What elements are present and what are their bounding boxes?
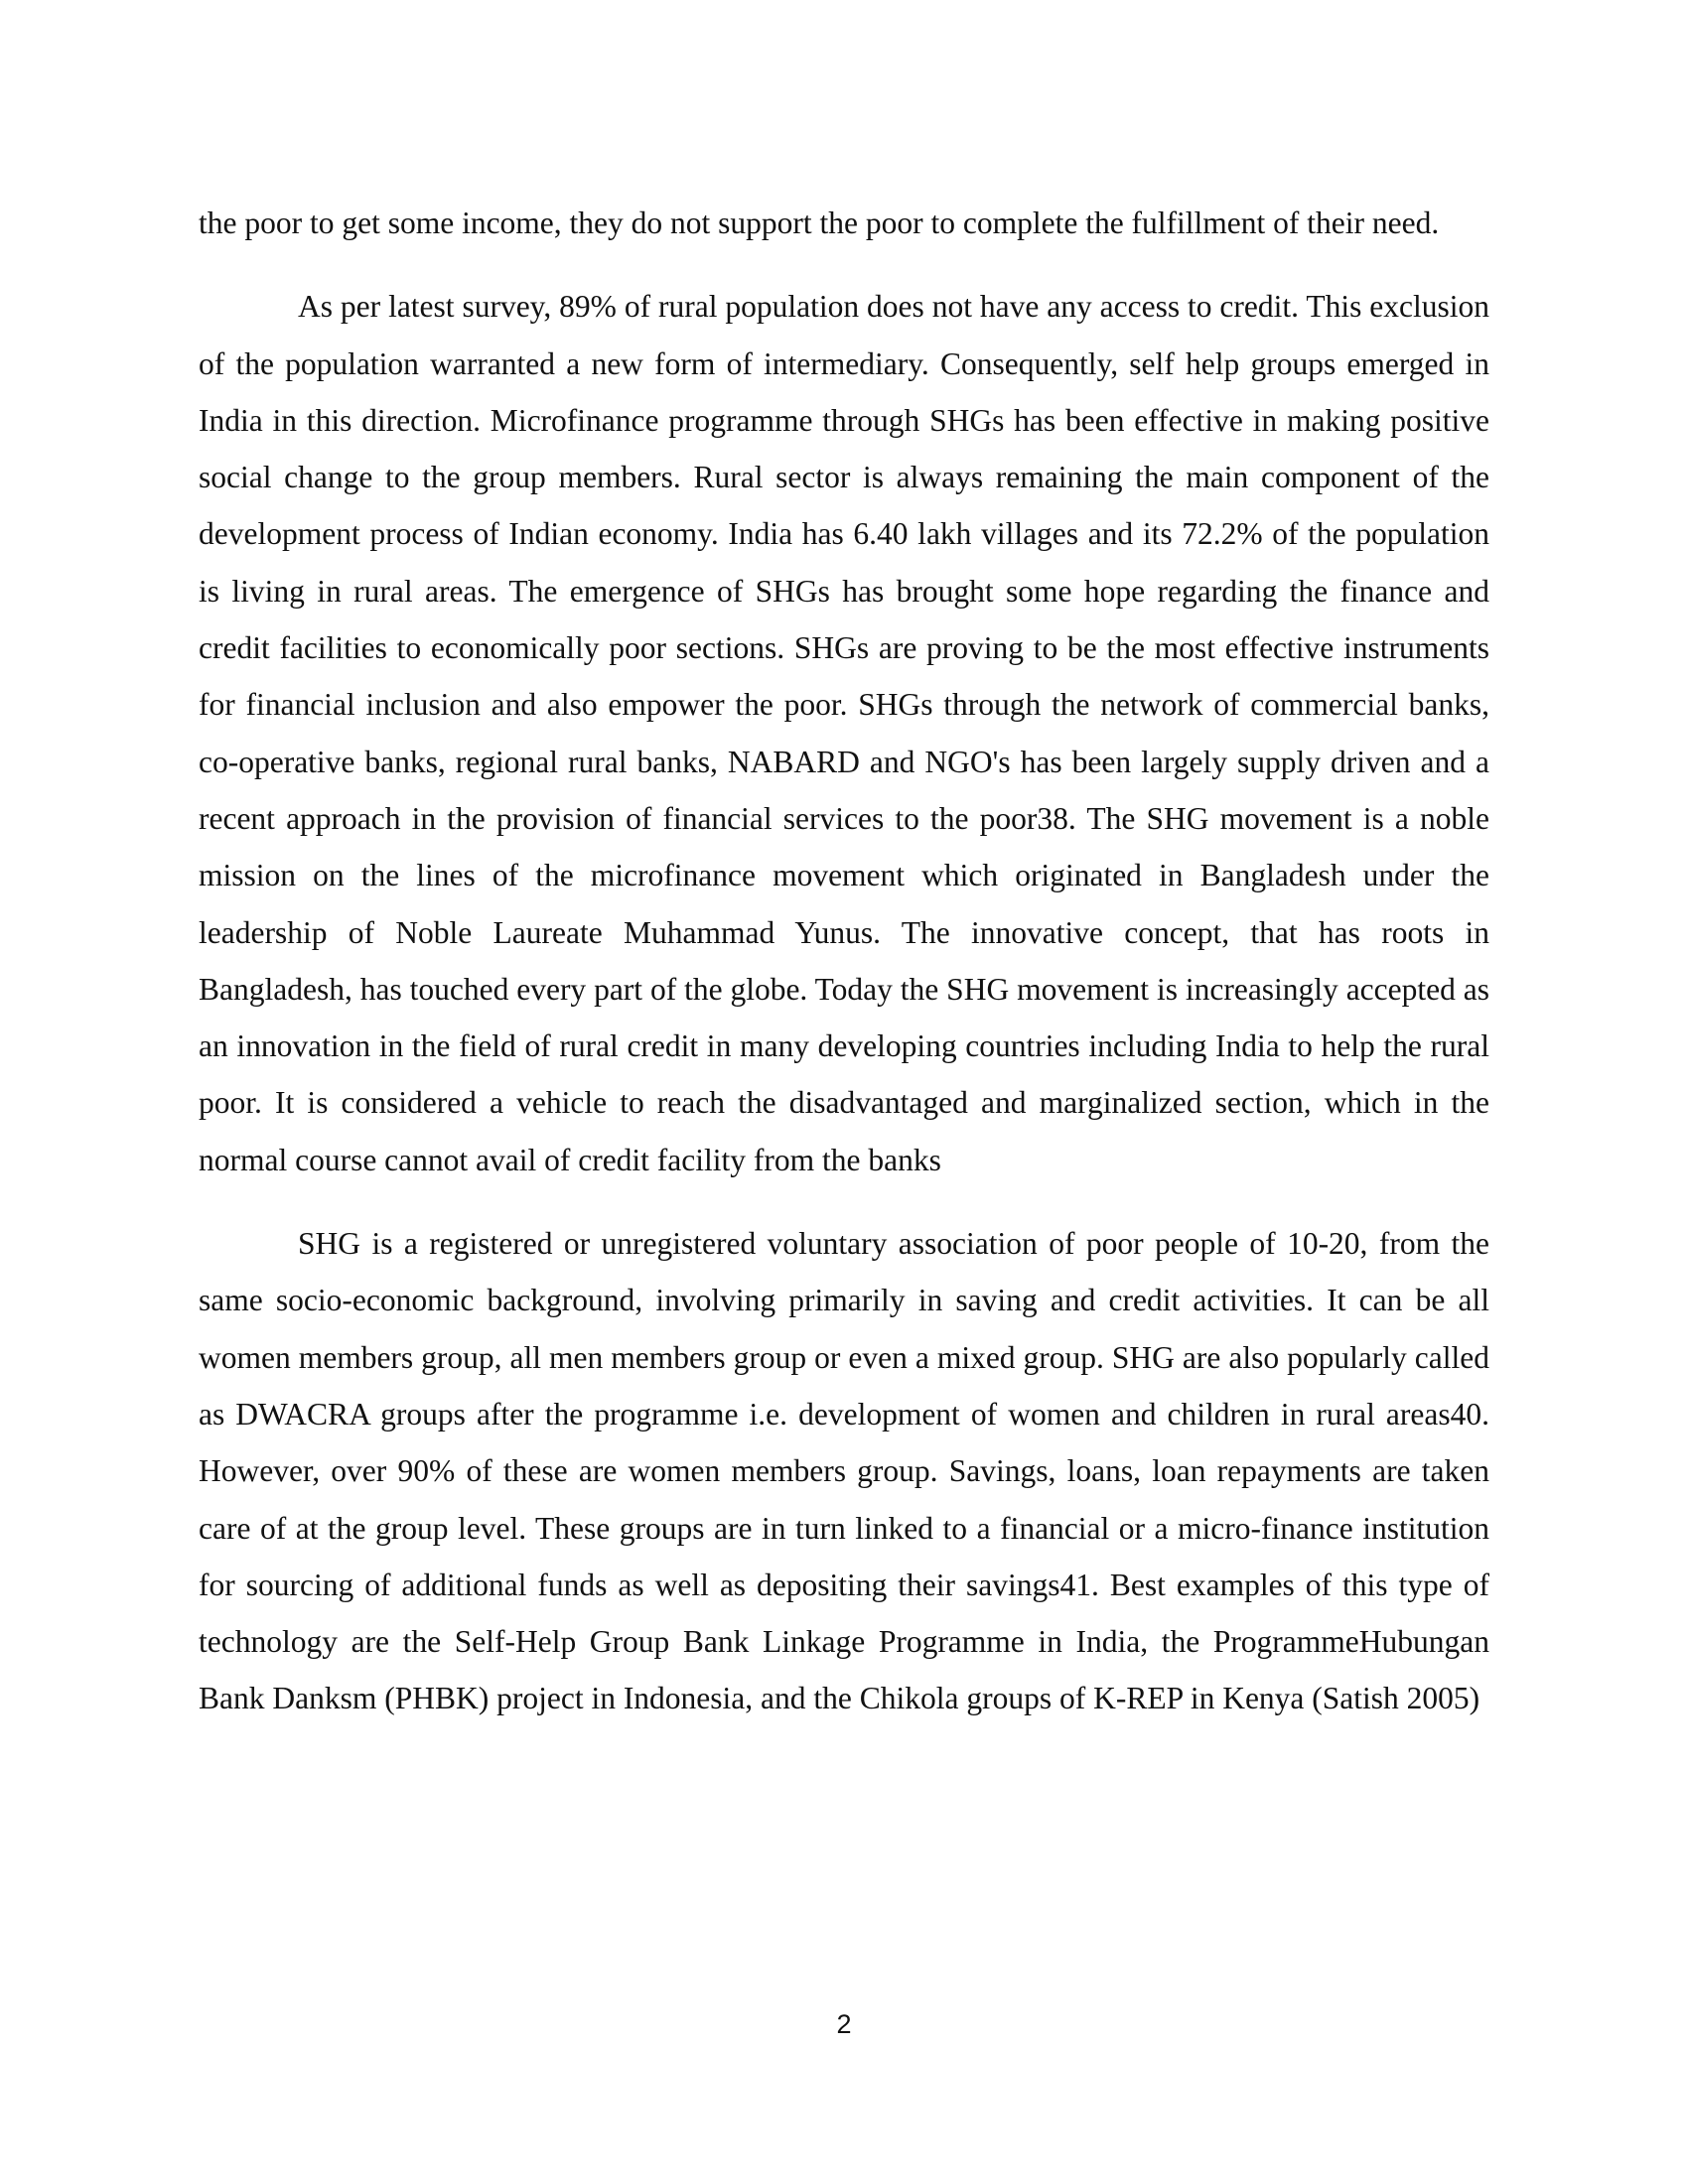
paragraph-continuation: the poor to get some income, they do not support the poor to complete the fulfillment of their need. [199, 205, 1440, 240]
body-text [199, 195, 1489, 1727]
paragraph-rural-credit: As per latest survey, 89% of rural population does not have any access to credit. This exclusion of the population warranted a new form of intermediary. Consequently, self help groups emerged in India in this direction. Microfinance programme through SHGs has been effective in making positive social change to the group members. Rural sector is always remaining the main component of the development process of Indian economy. India has 6.40 lakh villages and its 72.2% of the population is living in rural areas. The emergence of SHGs has brought some hope regarding the finance and credit facilities to economically poor sections. SHGs are proving to be the most effective instruments for financial inclusion and also empower the poor. SHGs through the network of commercial banks, co-operative banks, regional rural banks, NABARD and NGO's has been largely supply driven and a recent approach in the provision of financial services to the poor38. The SHG movement is a noble mission on the lines of the microfinance movement which originated in Bangladesh under the leadership of Noble Laureate Muhammad Yunus. The innovative concept, that has roots in Bangladesh, has touched every part of the globe. Today the SHG movement is increasingly accepted as an innovation in the field of rural credit in many developing countries including India to help the rural poor. It is considered a vehicle to reach the disadvantaged and marginalized section, which in the normal course cannot avail of credit facility from the banks [199, 289, 1489, 1177]
page-number: 2 [836, 2009, 852, 2039]
paragraph-shg-definition: SHG is a registered or unregistered voluntary association of poor people of 10-20, from the same socio-economic background, involving primarily in saving and credit activities. It can be all women members group, all men members group or even a mixed group. SHG are also popularly called as DWACRA groups after the programme i.e. development of women and children in rural areas40. However, over 90% of these are women members group. Savings, loans, loan repayments are taken care of at the group level. These groups are in turn linked to a financial or a micro-finance institution for sourcing of additional funds as well as depositing their savings41. Best examples of this type of technology are the Self-Help Group Bank Linkage Programme in India, the ProgrammeHubungan Bank Danksm (PHBK) project in Indonesia, and the Chikola groups of K-REP in Kenya (Satish 2005) [199, 1226, 1489, 1716]
